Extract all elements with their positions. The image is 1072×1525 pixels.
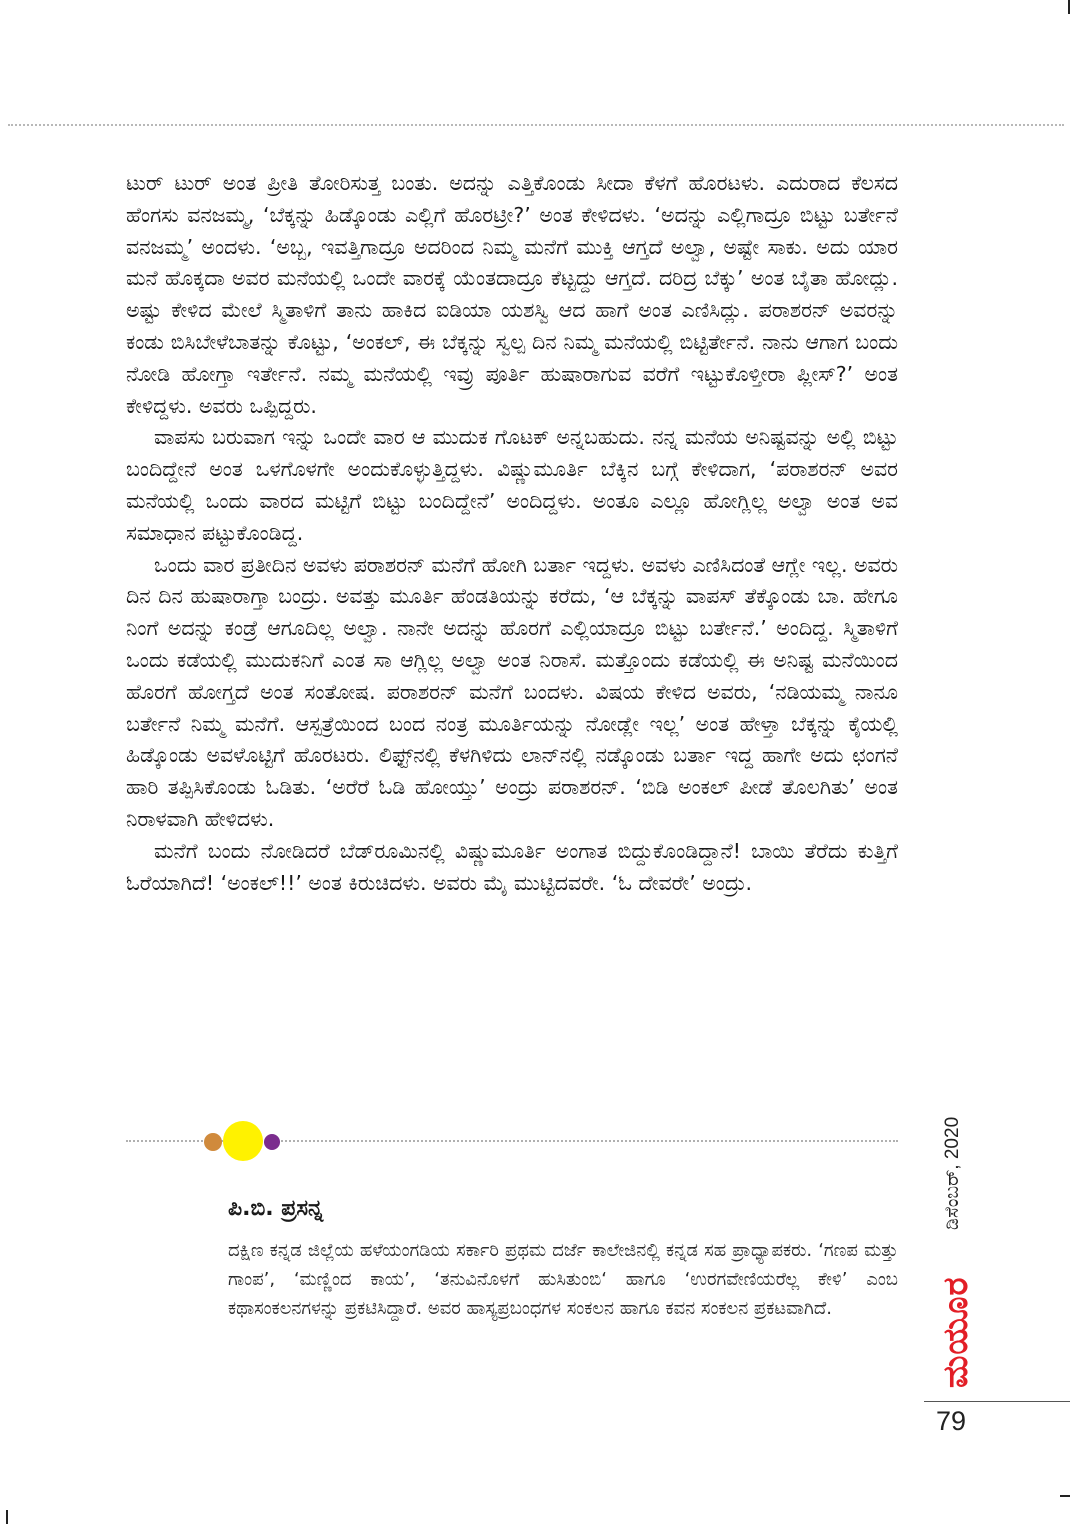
paragraph: ಮನೆಗೆ ಬಂದು ನೋಡಿದರೆ ಬೆಡ್‌ರೂಮಿನಲ್ಲಿ ವಿಷ್ಣುಮೂರ್ತಿ ಅಂಗಾತ ಬಿದ್ದುಕೊಂಡಿದ್ದಾನೆ! ಬಾಯಿ ತೆರೆದು ಕುತ್ತಿಗೆ ಓರೆಯಾಗಿದೆ! ‘ಅಂಕಲ್!!’ ಅಂತ ಕಿರುಚಿದಳು. ಅವರು ಮೈ ಮುಟ್ಟಿದವರೇ. ‘ಓ ದೇವರೇ’ ಅಂದ್ರು.: [126, 838, 898, 895]
section-separator: [126, 1118, 898, 1168]
magazine-sidebar: [934, 1090, 976, 1395]
page-number-rule: [924, 1401, 1070, 1402]
crop-mark: [1060, 1495, 1070, 1497]
yellow-dot: [223, 1121, 263, 1161]
issue-date: ಡಿಸೆಂಬರ್, 2020: [942, 1116, 963, 1230]
author-bio: ದಕ್ಷಿಣ ಕನ್ನಡ ಜಿಲ್ಲೆಯ ಹಳೆಯಂಗಡಿಯ ಸರ್ಕಾರಿ ಪ್ರಥಮ ದರ್ಜೆ ಕಾಲೇಜಿನಲ್ಲಿ ಕನ್ನಡ ಸಹ ಪ್ರಾಧ್ಯಾಪಕರು. ‘ಗಣಪ ಮತ್ತು ಗಾಂಪ’, ‘ಮಣ್ಣಿಂದ ಕಾಯ’, ‘ತನುವಿನೊಳಗೆ ಹುಸಿತುಂಬಿ‘ ಹಾಗೂ ‘ಉರಗವೇಣಿಯರೆಲ್ಲ ಕೇಳಿ’ ಎಂಬ ಕಥಾಸಂಕಲನಗಳನ್ನು ಪ್ರಕಟಿಸಿದ್ದಾರೆ. ಅವರ ಹಾಸ್ಯಪ್ರಬಂಧಗಳ ಸಂಕಲನ ಹಾಗೂ ಕವನ ಸಂಕಲನ ಪ್ರಕಟವಾಗಿದೆ.: [228, 1240, 898, 1319]
magazine-logo: ಮಯೂರ: [936, 1276, 976, 1388]
paragraph: ಟುರ್ ಟುರ್ ಅಂತ ಪ್ರೀತಿ ತೋರಿಸುತ್ತ ಬಂತು. ಅದನ್ನು ಎತ್ತಿಕೊಂಡು ಸೀದಾ ಕೆಳಗೆ ಹೊರಟಳು. ಎದುರಾದ ಕೆಲಸದ ಹೆಂಗಸು ವನಜಮ್ಮ, ‘ಬೆಕ್ಕನ್ನು ಹಿಡ್ಕೊಂಡು ಎಲ್ಲಿಗೆ ಹೊರಟ್ರೀ?’ ಅಂತ ಕೇಳಿದಳು. ‘ಅದನ್ನು ಎಲ್ಲಿಗಾದ್ರೂ ಬಿಟ್ಟು ಬರ್ತೇನೆ ವನಜಮ್ಮ’ ಅಂದಳು. ‘ಅಬ್ಬ, ಇವತ್ತಿಗಾದ್ರೂ ಅದರಿಂದ ನಿಮ್ಮ ಮನೆಗೆ ಮುಕ್ತಿ ಆಗ್ತದೆ ಅಲ್ವಾ, ಅಷ್ಟೇ ಸಾಕು. ಅದು ಯಾರ ಮನೆ ಹೊಕ್ಕದಾ ಅವರ ಮನೆಯಲ್ಲಿ ಒಂದೇ ವಾರಕ್ಕೆ ಯೆಂತದಾದ್ರೂ ಕೆಟ್ಟದ್ದು ಆಗ್ತದೆ. ದರಿದ್ರ ಬೆಕ್ಕು’ ಅಂತ ಬೈತಾ ಹೋದ್ಲು. ಅಷ್ಟು ಕೇಳಿದ ಮೇಲೆ ಸ್ಮಿತಾಳಿಗೆ ತಾನು ಹಾಕಿದ ಐಡಿಯಾ ಯಶಸ್ವಿ ಆದ ಹಾಗೆ ಅಂತ ಎಣಿಸಿದ್ಲು. ಪರಾಶರನ್ ಅವರನ್ನು ಕಂಡು ಬಿಸಿಬೇಳೆಬಾತನ್ನು ಕೊಟ್ಟು, ‘ಅಂಕಲ್, ಈ ಬೆಕ್ಕನ್ನು ಸ್ವಲ್ಪ ದಿನ ನಿಮ್ಮ ಮನೆಯಲ್ಲಿ ಬಿಟ್ಟಿರ್ತೇನೆ. ನಾನು ಆಗಾಗ ಬಂದು ನೋಡಿ ಹೋಗ್ತಾ ಇರ್ತೇನೆ. ನಮ್ಮ ಮನೆಯಲ್ಲಿ ಇವ್ರು ಪೂರ್ತಿ ಹುಷಾರಾಗುವ ವರೆಗೆ ಇಟ್ಟುಕೊಳ್ತೀರಾ ಪ್ಲೀಸ್?’ ಅಂತ ಕೇಳಿದ್ದಳು. ಅವರು ಒಪ್ಪಿದ್ದರು.: [126, 171, 898, 418]
orange-dot: [204, 1133, 222, 1151]
purple-dot: [264, 1134, 280, 1150]
crop-mark: [1068, 0, 1070, 14]
paragraph: ಒಂದು ವಾರ ಪ್ರತೀದಿನ ಅವಳು ಪರಾಶರನ್ ಮನೆಗೆ ಹೋಗಿ ಬರ್ತಾ ಇದ್ದಳು. ಅವಳು ಎಣಿಸಿದಂತೆ ಆಗ್ಲೇ ಇಲ್ಲ. ಅವರು ದಿನ ದಿನ ಹುಷಾರಾಗ್ತಾ ಬಂದ್ರು. ಅವತ್ತು ಮೂರ್ತಿ ಹೆಂಡತಿಯನ್ನು ಕರೆದು, ‘ಆ ಬೆಕ್ಕನ್ನು ವಾಪಸ್ ತೆಕ್ಕೊಂಡು ಬಾ. ಹೇಗೂ ನಿಂಗೆ ಅದನ್ನು ಕಂಡ್ರೆ ಆಗೂದಿಲ್ಲ ಅಲ್ವಾ. ನಾನೇ ಅದನ್ನು ಹೊರಗೆ ಎಲ್ಲಿಯಾದ್ರೂ ಬಿಟ್ಟು ಬರ್ತೇನೆ.’ ಅಂದಿದ್ದ. ಸ್ಮಿತಾಳಿಗೆ ಒಂದು ಕಡೆಯಲ್ಲಿ ಮುದುಕನಿಗೆ ಎಂತ ಸಾ ಆಗ್ಲಿಲ್ಲ ಅಲ್ವಾ ಅಂತ ನಿರಾಸೆ. ಮತ್ತೊಂದು ಕಡೆಯಲ್ಲಿ ಈ ಅನಿಷ್ಟ ಮನೆಯಿಂದ ಹೊರಗೆ ಹೋಗ್ತದೆ ಅಂತ ಸಂತೋಷ. ಪರಾಶರನ್ ಮನೆಗೆ ಬಂದಳು. ವಿಷಯ ಕೇಳಿದ ಅವರು, ‘ನಡಿಯಮ್ಮ ನಾನೂ ಬರ್ತೇನೆ ನಿಮ್ಮ ಮನೆಗೆ. ಆಸ್ಪತ್ರೆಯಿಂದ ಬಂದ ನಂತ್ರ ಮೂರ್ತಿಯನ್ನು ನೋಡ್ಲೇ ಇಲ್ಲ’ ಅಂತ ಹೇಳ್ತಾ ಬೆಕ್ಕನ್ನು ಕೈಯಲ್ಲಿ ಹಿಡ್ಕೊಂಡು ಅವಳೊಟ್ಟಿಗೆ ಹೊರಟರು. ಲಿಫ್ಟ್‌ನಲ್ಲಿ ಕೆಳಗಿಳಿದು ಲಾನ್‌ನಲ್ಲಿ ನಡ್ಕೊಂಡು ಬರ್ತಾ ಇದ್ದ ಹಾಗೇ ಅದು ಛಂಗನೆ ಹಾರಿ ತಪ್ಪಿಸಿಕೊಂಡು ಓಡಿತು. ‘ಅರೆರೆ ಓಡಿ ಹೋಯ್ತು’ ಅಂದ್ರು ಪರಾಶರನ್. ‘ಬಿಡಿ ಅಂಕಲ್ ಪೀಡೆ ತೊಲಗಿತು’ ಅಂತ ನಿರಾಳವಾಗಿ ಹೇಳಿದಳು.: [126, 552, 899, 831]
top-dotted-rule: [8, 124, 1064, 126]
article-body: [126, 168, 898, 899]
paragraph: ವಾಪಸು ಬರುವಾಗ ಇನ್ನು ಒಂದೇ ವಾರ ಆ ಮುದುಕ ಗೊಟಕ್ ಅನ್ನಬಹುದು. ನನ್ನ ಮನೆಯ ಅನಿಷ್ಟವನ್ನು ಅಲ್ಲಿ ಬಿಟ್ಟು ಬಂದಿದ್ದೇನೆ ಅಂತ ಒಳಗೊಳಗೇ ಅಂದುಕೊಳ್ಳುತ್ತಿದ್ದಳು. ವಿಷ್ಣುಮೂರ್ತಿ ಬೆಕ್ಕಿನ ಬಗ್ಗೆ ಕೇಳಿದಾಗ, ‘ಪರಾಶರನ್ ಅವರ ಮನೆಯಲ್ಲಿ ಒಂದು ವಾರದ ಮಟ್ಟಿಗೆ ಬಿಟ್ಟು ಬಂದಿದ್ದೇನೆ’ ಅಂದಿದ್ದಳು. ಅಂತೂ ಎಲ್ಲೂ ಹೋಗ್ಲಿಲ್ಲ ಅಲ್ವಾ ಅಂತ ಅವ ಸಮಾಧಾನ ಪಟ್ಟುಕೊಂಡಿದ್ದ.: [126, 425, 898, 545]
page-number: 79: [936, 1406, 967, 1436]
crop-mark: [6, 1510, 8, 1524]
author-name: ಪಿ.ಬಿ. ಪ್ರಸನ್ನ: [228, 1196, 324, 1221]
